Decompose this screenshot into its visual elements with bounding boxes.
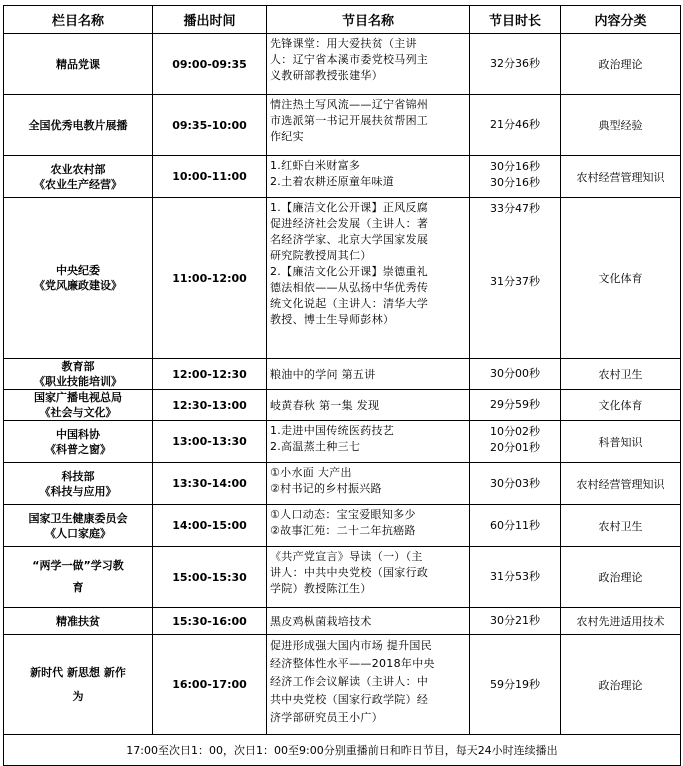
table-row xyxy=(4,390,681,421)
table-row xyxy=(4,608,681,635)
category-cell: 农村先进适用技术 xyxy=(561,608,681,635)
duration-cell: 10分02秒 20分01秒 xyxy=(470,421,561,463)
column-name-cell: 中国科协 《科普之窗》 xyxy=(4,421,153,463)
category-cell: 农村卫生 xyxy=(561,359,681,390)
program-cell: 1.【廉洁文化公开课】正风反腐 促进经济社会发展（主讲人：著 名经济学家、北京大学国家发展 研究院教授周其仁） 2.【廉洁文化公开课】崇德重礼 德法相依——从弘扬中华优秀传 统文化说起（主讲人：清华大学 教授、博士生导师彭林） xyxy=(267,198,470,359)
program-cell: ①人口动态：宝宝爱眼知多少 ②故事汇苑：二十二年抗癌路 xyxy=(267,505,470,547)
header-program: 节目名称 xyxy=(267,6,470,34)
airtime-cell: 12:00-12:30 xyxy=(153,359,267,390)
program-cell: 黑皮鸡枞菌栽培技术 xyxy=(267,608,470,635)
duration-cell: 33分47秒 31分37秒 xyxy=(470,198,561,359)
duration-cell: 29分59秒 xyxy=(470,390,561,421)
category-cell: 文化体育 xyxy=(561,390,681,421)
category-cell: 农村经营管理知识 xyxy=(561,156,681,198)
category-cell: 政治理论 xyxy=(561,635,681,735)
program-cell: 1.红虾白米财富多 2.土着农耕还原童年味道 xyxy=(267,156,470,198)
column-name-cell: 科技部 《科技与应用》 xyxy=(4,463,153,505)
table-row xyxy=(4,505,681,547)
airtime-cell: 12:30-13:00 xyxy=(153,390,267,421)
program-cell: 粮油中的学问 第五讲 xyxy=(267,359,470,390)
header-column: 栏目名称 xyxy=(4,6,153,34)
duration-cell: 30分03秒 xyxy=(470,463,561,505)
header-category: 内容分类 xyxy=(561,6,681,34)
column-name-cell: 精品党课 xyxy=(4,34,153,95)
duration-cell: 30分00秒 xyxy=(470,359,561,390)
category-cell: 农村卫生 xyxy=(561,505,681,547)
table-row xyxy=(4,34,681,95)
airtime-cell: 09:00-09:35 xyxy=(153,34,267,95)
category-cell: 典型经验 xyxy=(561,95,681,156)
header-time: 播出时间 xyxy=(153,6,267,34)
program-cell: 先锋课堂：用大爱扶贫（主讲 人：辽宁省本溪市委党校马列主 义教研部教授张建华） xyxy=(267,34,470,95)
table-row xyxy=(4,198,681,359)
program-cell: 情注热土写风流——辽宁省锦州 市选派第一书记开展扶贫帮困工 作纪实 xyxy=(267,95,470,156)
airtime-cell: 13:00-13:30 xyxy=(153,421,267,463)
airtime-cell: 16:00-17:00 xyxy=(153,635,267,735)
table-row xyxy=(4,463,681,505)
column-name-cell: 全国优秀电教片展播 xyxy=(4,95,153,156)
airtime-cell: 15:00-15:30 xyxy=(153,547,267,608)
airtime-cell: 09:35-10:00 xyxy=(153,95,267,156)
column-name-cell: 教育部 《职业技能培训》 xyxy=(4,359,153,390)
program-cell: 岐黄春秋 第一集 发现 xyxy=(267,390,470,421)
category-cell: 文化体育 xyxy=(561,198,681,359)
column-name-cell: 国家卫生健康委员会 《人口家庭》 xyxy=(4,505,153,547)
rebroadcast-note: 17:00至次日1：00，次日1：00至9:00分别重播前日和昨日节目，每天24小时连续播出 xyxy=(4,735,681,766)
program-cell: ①小水面 大产出 ②村书记的乡村振兴路 xyxy=(267,463,470,505)
column-name-cell: 国家广播电视总局 《社会与文化》 xyxy=(4,390,153,421)
table-row xyxy=(4,359,681,390)
duration-cell: 30分21秒 xyxy=(470,608,561,635)
airtime-cell: 14:00-15:00 xyxy=(153,505,267,547)
column-name-cell: 农业农村部 《农业生产经营》 xyxy=(4,156,153,198)
duration-cell: 32分36秒 xyxy=(470,34,561,95)
header-duration: 节目时长 xyxy=(470,6,561,34)
category-cell: 政治理论 xyxy=(561,547,681,608)
duration-cell: 31分53秒 xyxy=(470,547,561,608)
column-name-cell: 精准扶贫 xyxy=(4,608,153,635)
table-row xyxy=(4,156,681,198)
airtime-cell: 13:30-14:00 xyxy=(153,463,267,505)
category-cell: 政治理论 xyxy=(561,34,681,95)
column-name-cell: “两学一做”学习教 育 xyxy=(4,547,153,608)
airtime-cell: 10:00-11:00 xyxy=(153,156,267,198)
footer-row xyxy=(4,735,681,766)
airtime-cell: 15:30-16:00 xyxy=(153,608,267,635)
table-row xyxy=(4,95,681,156)
category-cell: 农村经营管理知识 xyxy=(561,463,681,505)
duration-cell: 21分46秒 xyxy=(470,95,561,156)
duration-cell: 60分11秒 xyxy=(470,505,561,547)
duration-cell: 59分19秒 xyxy=(470,635,561,735)
category-cell: 科普知识 xyxy=(561,421,681,463)
schedule-table xyxy=(3,5,681,766)
duration-cell: 30分16秒 30分16秒 xyxy=(470,156,561,198)
program-cell: 《共产党宣言》导读（一）（主 讲人：中共中央党校（国家行政 学院）教授陈江生） xyxy=(267,547,470,608)
table-row xyxy=(4,547,681,608)
airtime-cell: 11:00-12:00 xyxy=(153,198,267,359)
program-cell: 促进形成强大国内市场 提升国民 经济整体性水平——2018年中央 经济工作会议解读（主讲人：中 共中央党校（国家行政学院）经 济学部研究员王小广） xyxy=(267,635,470,735)
column-name-cell: 中央纪委 《党风廉政建设》 xyxy=(4,198,153,359)
table-row xyxy=(4,421,681,463)
column-name-cell: 新时代 新思想 新作 为 xyxy=(4,635,153,735)
header-row xyxy=(4,6,681,34)
table-row xyxy=(4,635,681,735)
program-cell: 1.走进中国传统医药技艺 2.高温蒸土种三七 xyxy=(267,421,470,463)
